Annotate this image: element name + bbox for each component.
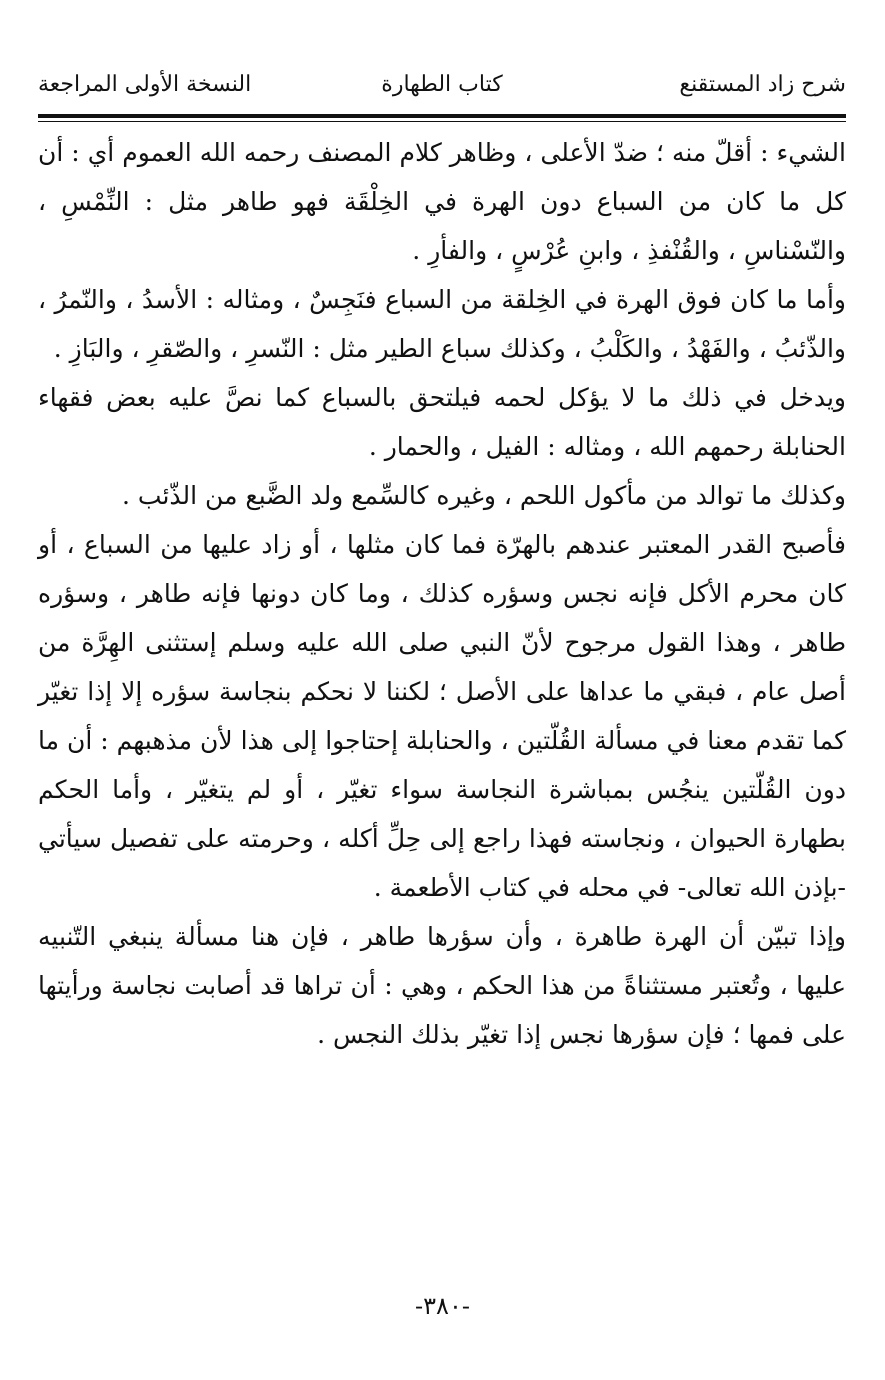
- page-number: -٣٨٠-: [415, 1292, 470, 1320]
- header-book-title: شرح زاد المستقنع: [679, 72, 846, 97]
- paragraph-5: فأصبح القدر المعتبر عندهم بالهرّة فما كان مثلها ، أو زاد عليها من السباع ، أو كان محرم الأكل فإنه نجس وسؤره كذلك ، وما كان دونها فإنه طاهر ، وسؤره طاهر ، وهذا القول مرجوح لأنّ النبي صلى الله عليه وسلم إستثنى الهِرَّة من أصل عام ، فبقي ما عداها على الأصل ؛ لكننا لا نحكم بنجاسة سؤره إلا إذا تغيّر كما تقدم معنا في مسألة القُلّتين ، والحنابلة إحتاجوا إلى هذا لأن مذهبهم : أن ما دون القُلّتين ينجُس بمباشرة النجاسة سواء تغيّر ، أو لم يتغيّر ، وأما الحكم بطهارة الحيوان ، ونجاسته فهذا راجع إلى حِلِّ أكله ، وحرمته على تفصيل سيأتي -بإذن الله تعالى- في محله في كتاب الأطعمة .: [38, 530, 846, 902]
- paragraph-1: الشيء : أقلّ منه ؛ ضدّ الأعلى ، وظاهر كلام المصنف رحمه الله العموم أي : أن كل ما كان من السباع دون الهرة في الخِلْقَة فهو طاهر مثل : النِّمْسِ ، والنّسْناسِ ، والقُنْفذِ ، وابنِ عُرْسٍ ، والفأرِ .: [38, 138, 846, 265]
- paragraph-3: ويدخل في ذلك ما لا يؤكل لحمه فيلتحق بالسباع كما نصَّ عليه بعض فقهاء الحنابلة رحمهم الله ، ومثاله : الفيل ، والحمار .: [38, 383, 846, 461]
- header-edition-note: النسخة الأولى المراجعة: [38, 72, 252, 97]
- header-chapter-title: كتاب الطهارة: [381, 72, 503, 97]
- paragraph-2: وأما ما كان فوق الهرة في الخِلقة من السباع فنَجِسٌ ، ومثاله : الأسدُ ، والنّمرُ ، والذّئبُ ، والفَهْدُ ، والكَلْبُ ، وكذلك سباع الطير مثل : النّسرِ ، والصّقرِ ، والبَازِ .: [38, 285, 846, 363]
- paragraph-4: وكذلك ما توالد من مأكول اللحم ، وغيره كالسِّمع ولد الضَّبع من الذّئب .: [122, 481, 846, 510]
- paragraph-6: وإذا تبيّن أن الهرة طاهرة ، وأن سؤرها طاهر ، فإن هنا مسألة ينبغي التّنبيه عليها ، وتُعتبر مستثناةً من هذا الحكم ، وهي : أن تراها قد أصابت نجاسة ورأيتها على فمها ؛ فإن سؤرها نجس إذا تغيّر بذلك النجس .: [38, 922, 846, 1049]
- running-header: [38, 66, 846, 114]
- header-rule-thin: [38, 121, 846, 122]
- header-rule-thick: [38, 114, 846, 118]
- body-text: [38, 128, 846, 1059]
